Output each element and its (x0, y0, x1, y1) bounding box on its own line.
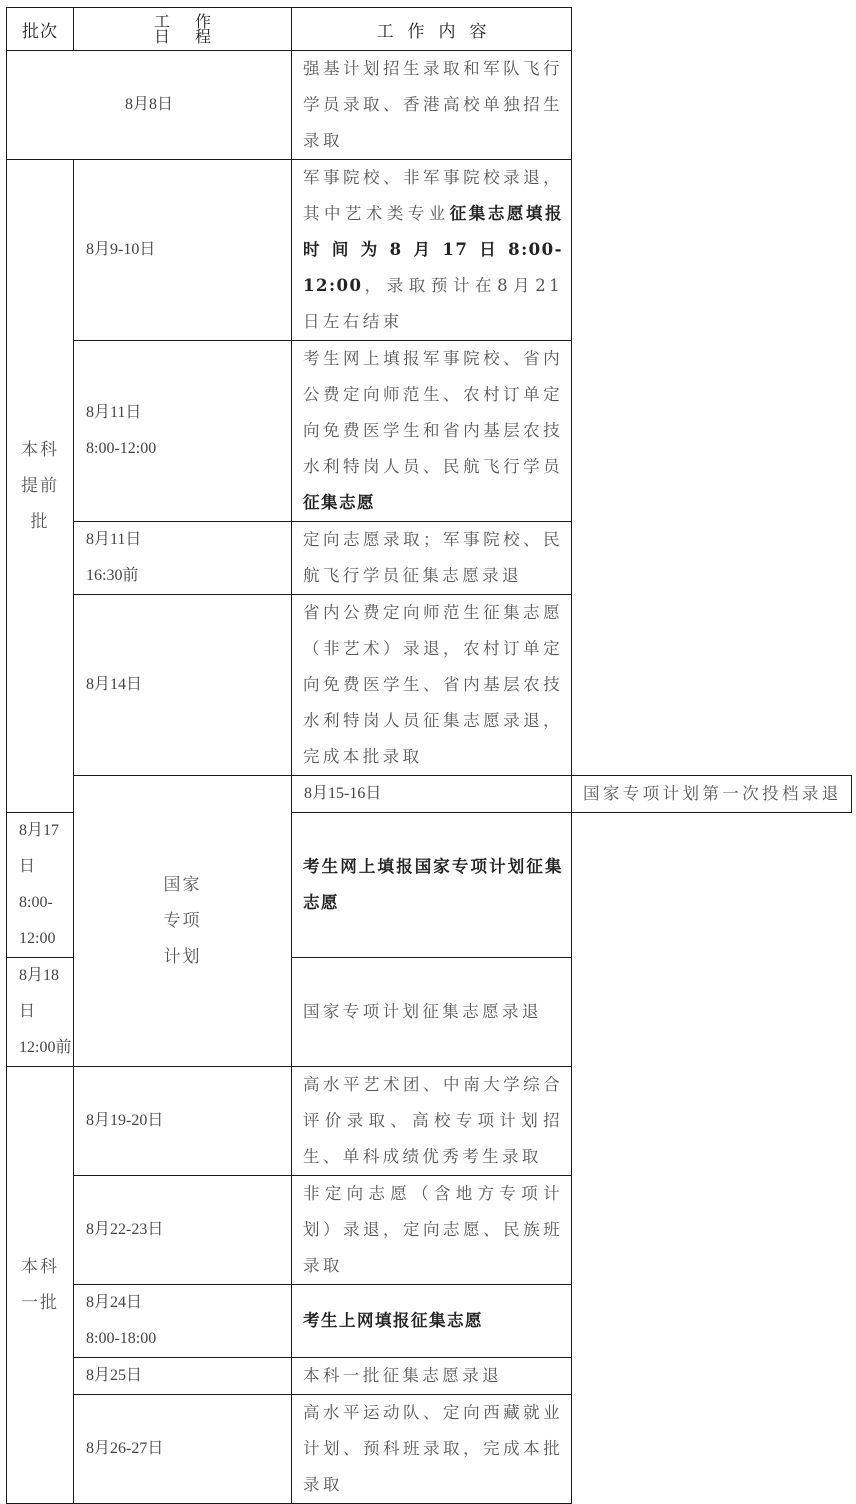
table-row (7, 1067, 852, 1176)
batch-label-part: 计划 (163, 947, 202, 967)
content-cell (292, 160, 572, 341)
content-text: 军事院校、非军事院校录退，其中艺术类专业 (303, 168, 563, 223)
date-cell (74, 1358, 292, 1395)
content-text: 国家专项计划征集志愿录退 (303, 1002, 542, 1021)
content-text: 国家专项计划第一次投档录退 (583, 784, 842, 803)
content-cell (572, 776, 852, 813)
table-row (7, 1358, 852, 1395)
content-cell (292, 1067, 572, 1176)
table-row (7, 1395, 852, 1504)
content-text: 定向志愿录取；军事院校、民航飞行学员征集志愿录退 (303, 530, 563, 585)
batch-label-part: 一批 (21, 1293, 59, 1313)
date-cell (74, 1395, 292, 1504)
batch-label-part: 专项 (163, 911, 202, 931)
header-schedule (74, 8, 292, 51)
table-row (7, 1176, 852, 1285)
date-cell (74, 160, 292, 341)
date-text: 8月9-10日 (86, 241, 156, 258)
date-text: 8月18日 (19, 967, 60, 1020)
header-schedule-line2: 日 程 (153, 27, 222, 46)
date-cell (74, 1285, 292, 1358)
date-text: 8月25日 (86, 1367, 143, 1384)
date-cell (74, 1067, 292, 1176)
content-cell (292, 51, 572, 160)
date-cell (74, 1176, 292, 1285)
table-row (7, 1285, 852, 1358)
batch-label-part: 提前 (21, 476, 59, 496)
time-text: 8:00-12:00 (19, 894, 56, 947)
date-cell (7, 958, 74, 1067)
batch-label-part: 本科 (21, 440, 59, 460)
date-text: 8月15-16日 (304, 785, 382, 802)
content-cell (292, 1176, 572, 1285)
content-text: 高水平运动队、定向西藏就业计划、预科班录取，完成本批录取 (303, 1403, 563, 1494)
date-text: 8月17日 (19, 822, 60, 875)
content-cell (292, 522, 572, 595)
table-row (7, 160, 852, 341)
table-row (7, 51, 852, 160)
batch-cell-national-special (74, 776, 292, 1067)
date-cell (292, 776, 572, 813)
content-text: 非定向志愿（含地方专项计划）录退，定向志愿、民族班录取 (303, 1184, 563, 1275)
content-cell (292, 1285, 572, 1358)
content-cell (292, 341, 572, 522)
date-text: 8月22-23日 (86, 1221, 164, 1238)
content-cell (292, 1358, 572, 1395)
header-batch: 批次 (7, 8, 74, 51)
date-cell (74, 522, 292, 595)
content-cell (292, 595, 572, 776)
time-text: 16:30前 (86, 567, 139, 584)
content-text: 省内公费定向师范生征集志愿（非艺术）录退，农村订单定向免费医学生、省内基层农技水利特岗人员征集志愿录退，完成本批录取 (303, 603, 563, 766)
date-text: 8月11日 (86, 531, 142, 548)
date-cell (7, 51, 292, 160)
content-text: ，录取预计在8月21日左右结束 (303, 276, 563, 331)
table-row (7, 595, 852, 776)
content-text: 高水平艺术团、中南大学综合评价录取、高校专项计划招生、单科成绩优秀考生录取 (303, 1075, 563, 1166)
header-row (7, 8, 852, 51)
content-cell (292, 1395, 572, 1504)
table-row (7, 522, 852, 595)
content-emphasis: 征集志愿 (303, 493, 375, 512)
time-text: 8:00-18:00 (86, 1330, 157, 1347)
batch-label-part: 本科 (21, 1257, 59, 1277)
content-text: 考生网上填报军事院校、省内公费定向师范生、农村订单定向免费医学生和省内基层农技水利特岗人员、民航飞行学员 (303, 349, 563, 476)
time-text: 8:00-12:00 (86, 440, 157, 457)
batch-cell-first-tier (7, 1067, 74, 1504)
date-text: 8月14日 (86, 676, 143, 693)
date-text: 8月26-27日 (86, 1440, 164, 1457)
batch-label-part: 国家 (163, 875, 202, 895)
content-emphasis: 考生上网填报征集志愿 (303, 1311, 483, 1330)
date-text: 8月8日 (124, 96, 173, 113)
header-schedule-line1: 工 作 (153, 12, 222, 31)
batch-label-part: 批 (30, 512, 50, 532)
content-emphasis: 征集志愿填报时间为8月17日8:00-12:00 (303, 204, 563, 295)
table-row (7, 341, 852, 522)
content-cell (292, 813, 572, 958)
content-text: 强基计划招生录取和军队飞行学员录取、香港高校单独招生录取 (303, 59, 563, 150)
batch-cell-advance (7, 160, 74, 813)
content-emphasis: 考生网上填报国家专项计划征集志愿 (303, 857, 563, 912)
date-cell (7, 813, 74, 958)
time-text: 12:00前 (19, 1039, 72, 1056)
header-content: 工作内容 (292, 8, 572, 51)
content-cell (292, 958, 572, 1067)
admission-schedule-table (6, 7, 852, 1504)
table-row (7, 776, 852, 813)
date-text: 8月24日 (86, 1294, 143, 1311)
date-cell (74, 341, 292, 522)
date-text: 8月19-20日 (86, 1112, 164, 1129)
content-text: 本科一批征集志愿录退 (303, 1366, 502, 1385)
date-text: 8月11日 (86, 404, 142, 421)
date-cell (74, 595, 292, 776)
